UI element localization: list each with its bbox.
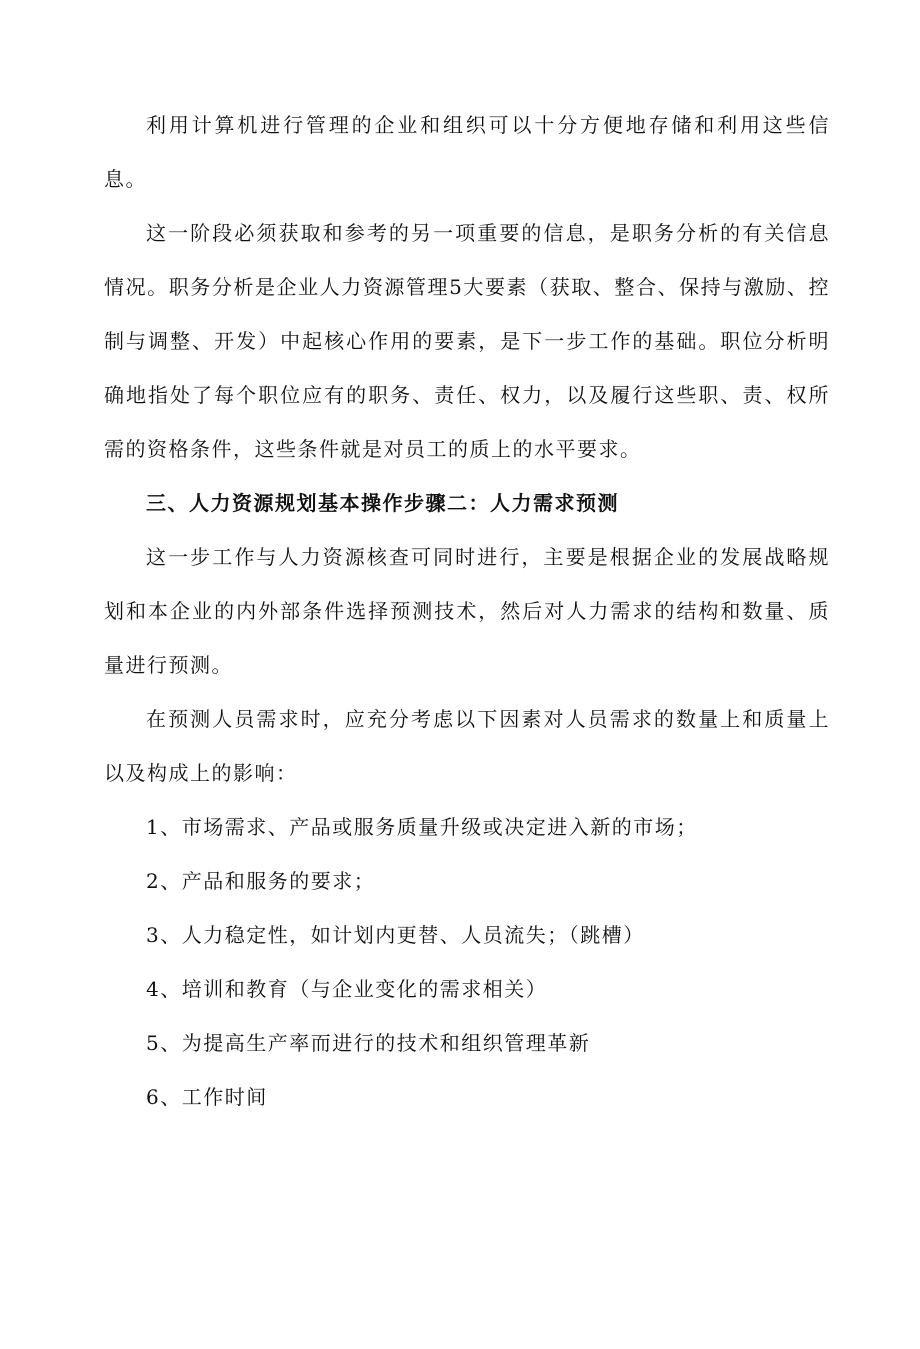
paragraph-storage-info: 利用计算机进行管理的企业和组织可以十分方便地存储和利用这些信息。 <box>104 113 830 191</box>
factor-item-1: 1、市场需求、产品或服务质量升级或决定进入新的市场； <box>146 815 698 839</box>
factor-item-5: 5、为提高生产率而进行的技术和组织管理革新 <box>146 1031 591 1055</box>
document-body <box>104 98 830 1124</box>
factor-item-6: 6、工作时间 <box>146 1085 268 1109</box>
paragraph-forecast-factors-intro: 在预测人员需求时，应充分考虑以下因素对人员需求的数量上和质量上以及构成上的影响： <box>104 707 830 785</box>
factor-item-4: 4、培训和教育（与企业变化的需求相关） <box>146 977 548 1001</box>
section-heading: 三、人力资源规划基本操作步骤二：人力需求预测 <box>146 491 619 515</box>
factor-item-3: 3、人力稳定性，如计划内更替、人员流失；（跳槽） <box>146 923 645 947</box>
paragraph-job-analysis: 这一阶段必须获取和参考的另一项重要的信息，是职务分析的有关信息情况。职务分析是企业人力资源管理5大要素（获取、整合、保持与激励、控制与调整、开发）中起核心作用的要素，是下一步工作的基础。职位分析明确地指处了每个职位应有的职务、责任、权力，以及履行这些职、责、权所需的资格条件，这些条件就是对员工的质上的水平要求。 <box>104 221 830 461</box>
paragraph-demand-forecast: 这一步工作与人力资源核查可同时进行，主要是根据企业的发展战略规划和本企业的内外部条件选择预测技术，然后对人力需求的结构和数量、质量进行预测。 <box>104 545 830 677</box>
factor-item-2: 2、产品和服务的要求； <box>146 869 376 893</box>
